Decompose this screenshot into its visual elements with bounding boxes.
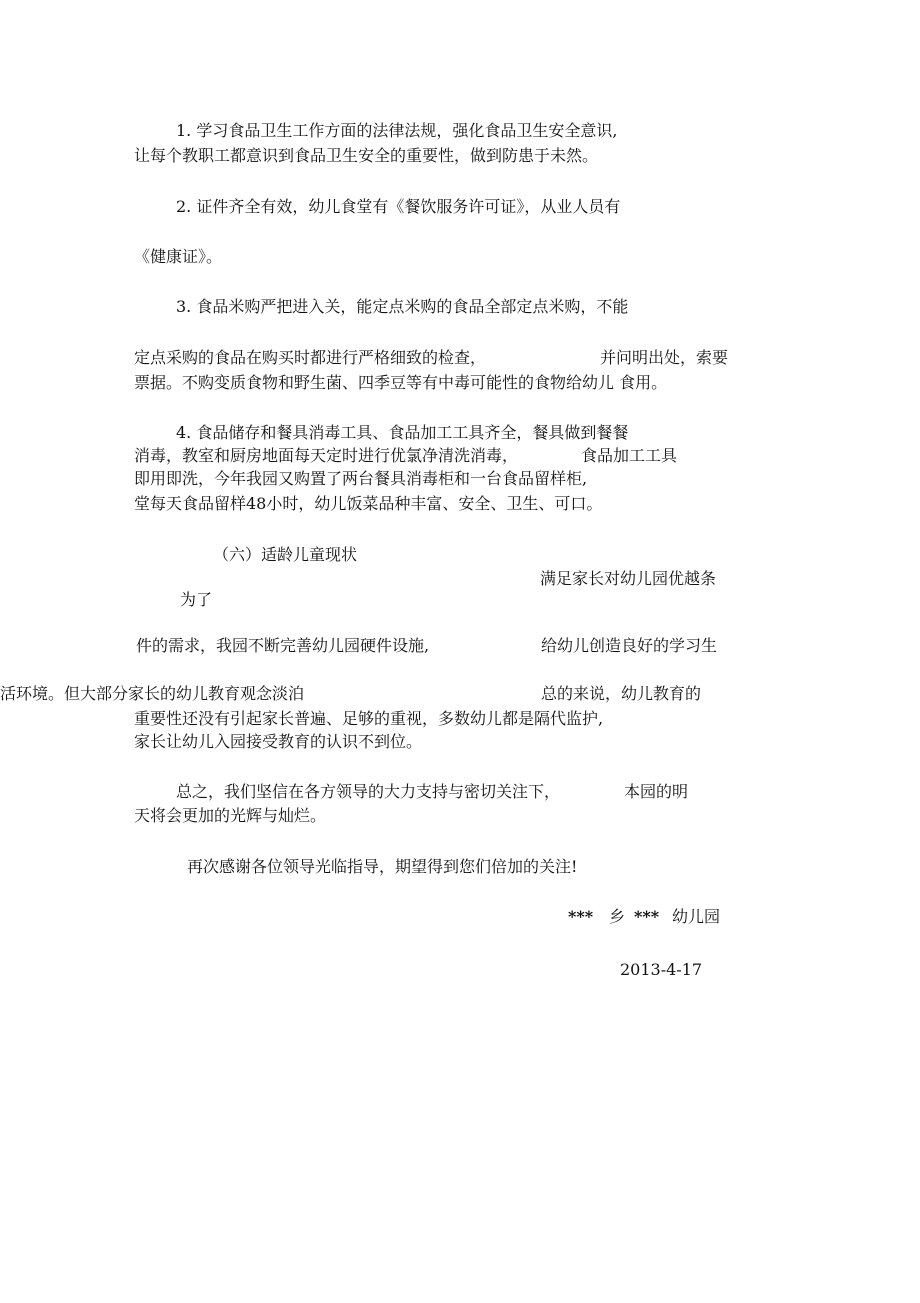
- item4-line4: 堂每天食品留样48小时，幼儿饭菜品种丰富、安全、卫生、可口。: [134, 494, 603, 513]
- signature-stars-2: ***: [634, 907, 660, 926]
- item2-line1: 2. 证件齐全有效，幼儿食堂有《餐饮服务许可证》，从业人员有: [176, 197, 621, 216]
- section6-heading: （六）适龄儿童现状: [213, 545, 358, 564]
- closing-thanks: 再次感谢各位领导光临指导，期望得到您们倍加的关注!: [187, 857, 578, 876]
- signature-stars-1: ***: [568, 907, 594, 926]
- section6-line3a: 活环境。但大部分家长的幼儿教育观念淡泊: [0, 684, 305, 703]
- item4-line2b: 食品加工工具: [581, 446, 678, 465]
- item4-line3: 即用即洗，今年我园又购置了两台餐具消毒柜和一台食品留样柜,: [134, 469, 588, 488]
- section6-line3b: 总的来说，幼儿教育的: [541, 684, 702, 703]
- section6-line2a: 件的需求，我园不断完善幼儿园硬件设施,: [136, 636, 430, 655]
- item1-line1: 1. 学习食品卫生工作方面的法律法规，强化食品卫生安全意识,: [176, 121, 618, 140]
- item4-line2a: 消毒，教室和厨房地面每天定时进行优氯净清洗消毒，: [134, 446, 519, 465]
- item3-line3: 票据。不购变质食物和野生菌、四季豆等有中毒可能性的食物给幼儿 食用。: [134, 373, 668, 392]
- item1-line2: 让每个教职工都意识到食品卫生安全的重要性，做到防患于未然。: [134, 146, 599, 165]
- signature-date: 2013-4-17: [620, 960, 703, 979]
- section6-line5: 家长让幼儿入园接受教育的认识不到位。: [134, 732, 423, 751]
- signature-org: 幼儿园: [672, 907, 721, 926]
- closing-line1a: 总之，我们坚信在各方领导的大力支持与密切关注下，: [176, 782, 561, 801]
- section6-line1a: 满足家长对幼儿园优越条: [540, 569, 717, 588]
- item2-line2: 《健康证》。: [134, 247, 223, 266]
- section6-line1b: 为了: [180, 590, 213, 609]
- section6-line2b: 给幼儿创造良好的学习生: [541, 636, 718, 655]
- signature-xiang: 乡: [609, 907, 626, 926]
- closing-line2: 天将会更加的光辉与灿烂。: [134, 806, 327, 825]
- item3-line1: 3. 食品米购严把进入关，能定点米购的食品全部定点米购，不能: [176, 297, 629, 316]
- item3-line2a: 定点采购的食品在购买时都进行严格细致的检查，: [134, 348, 487, 367]
- section6-line4: 重要性还没有引起家长普遍、足够的重视，多数幼儿都是隔代监护,: [134, 709, 604, 728]
- closing-line1b: 本园的明: [624, 782, 689, 801]
- item3-line2b: 并问明出处，索要: [600, 348, 729, 367]
- item4-line1: 4. 食品储存和餐具消毒工具、食品加工工具齐全，餐具做到餐餐: [176, 423, 629, 442]
